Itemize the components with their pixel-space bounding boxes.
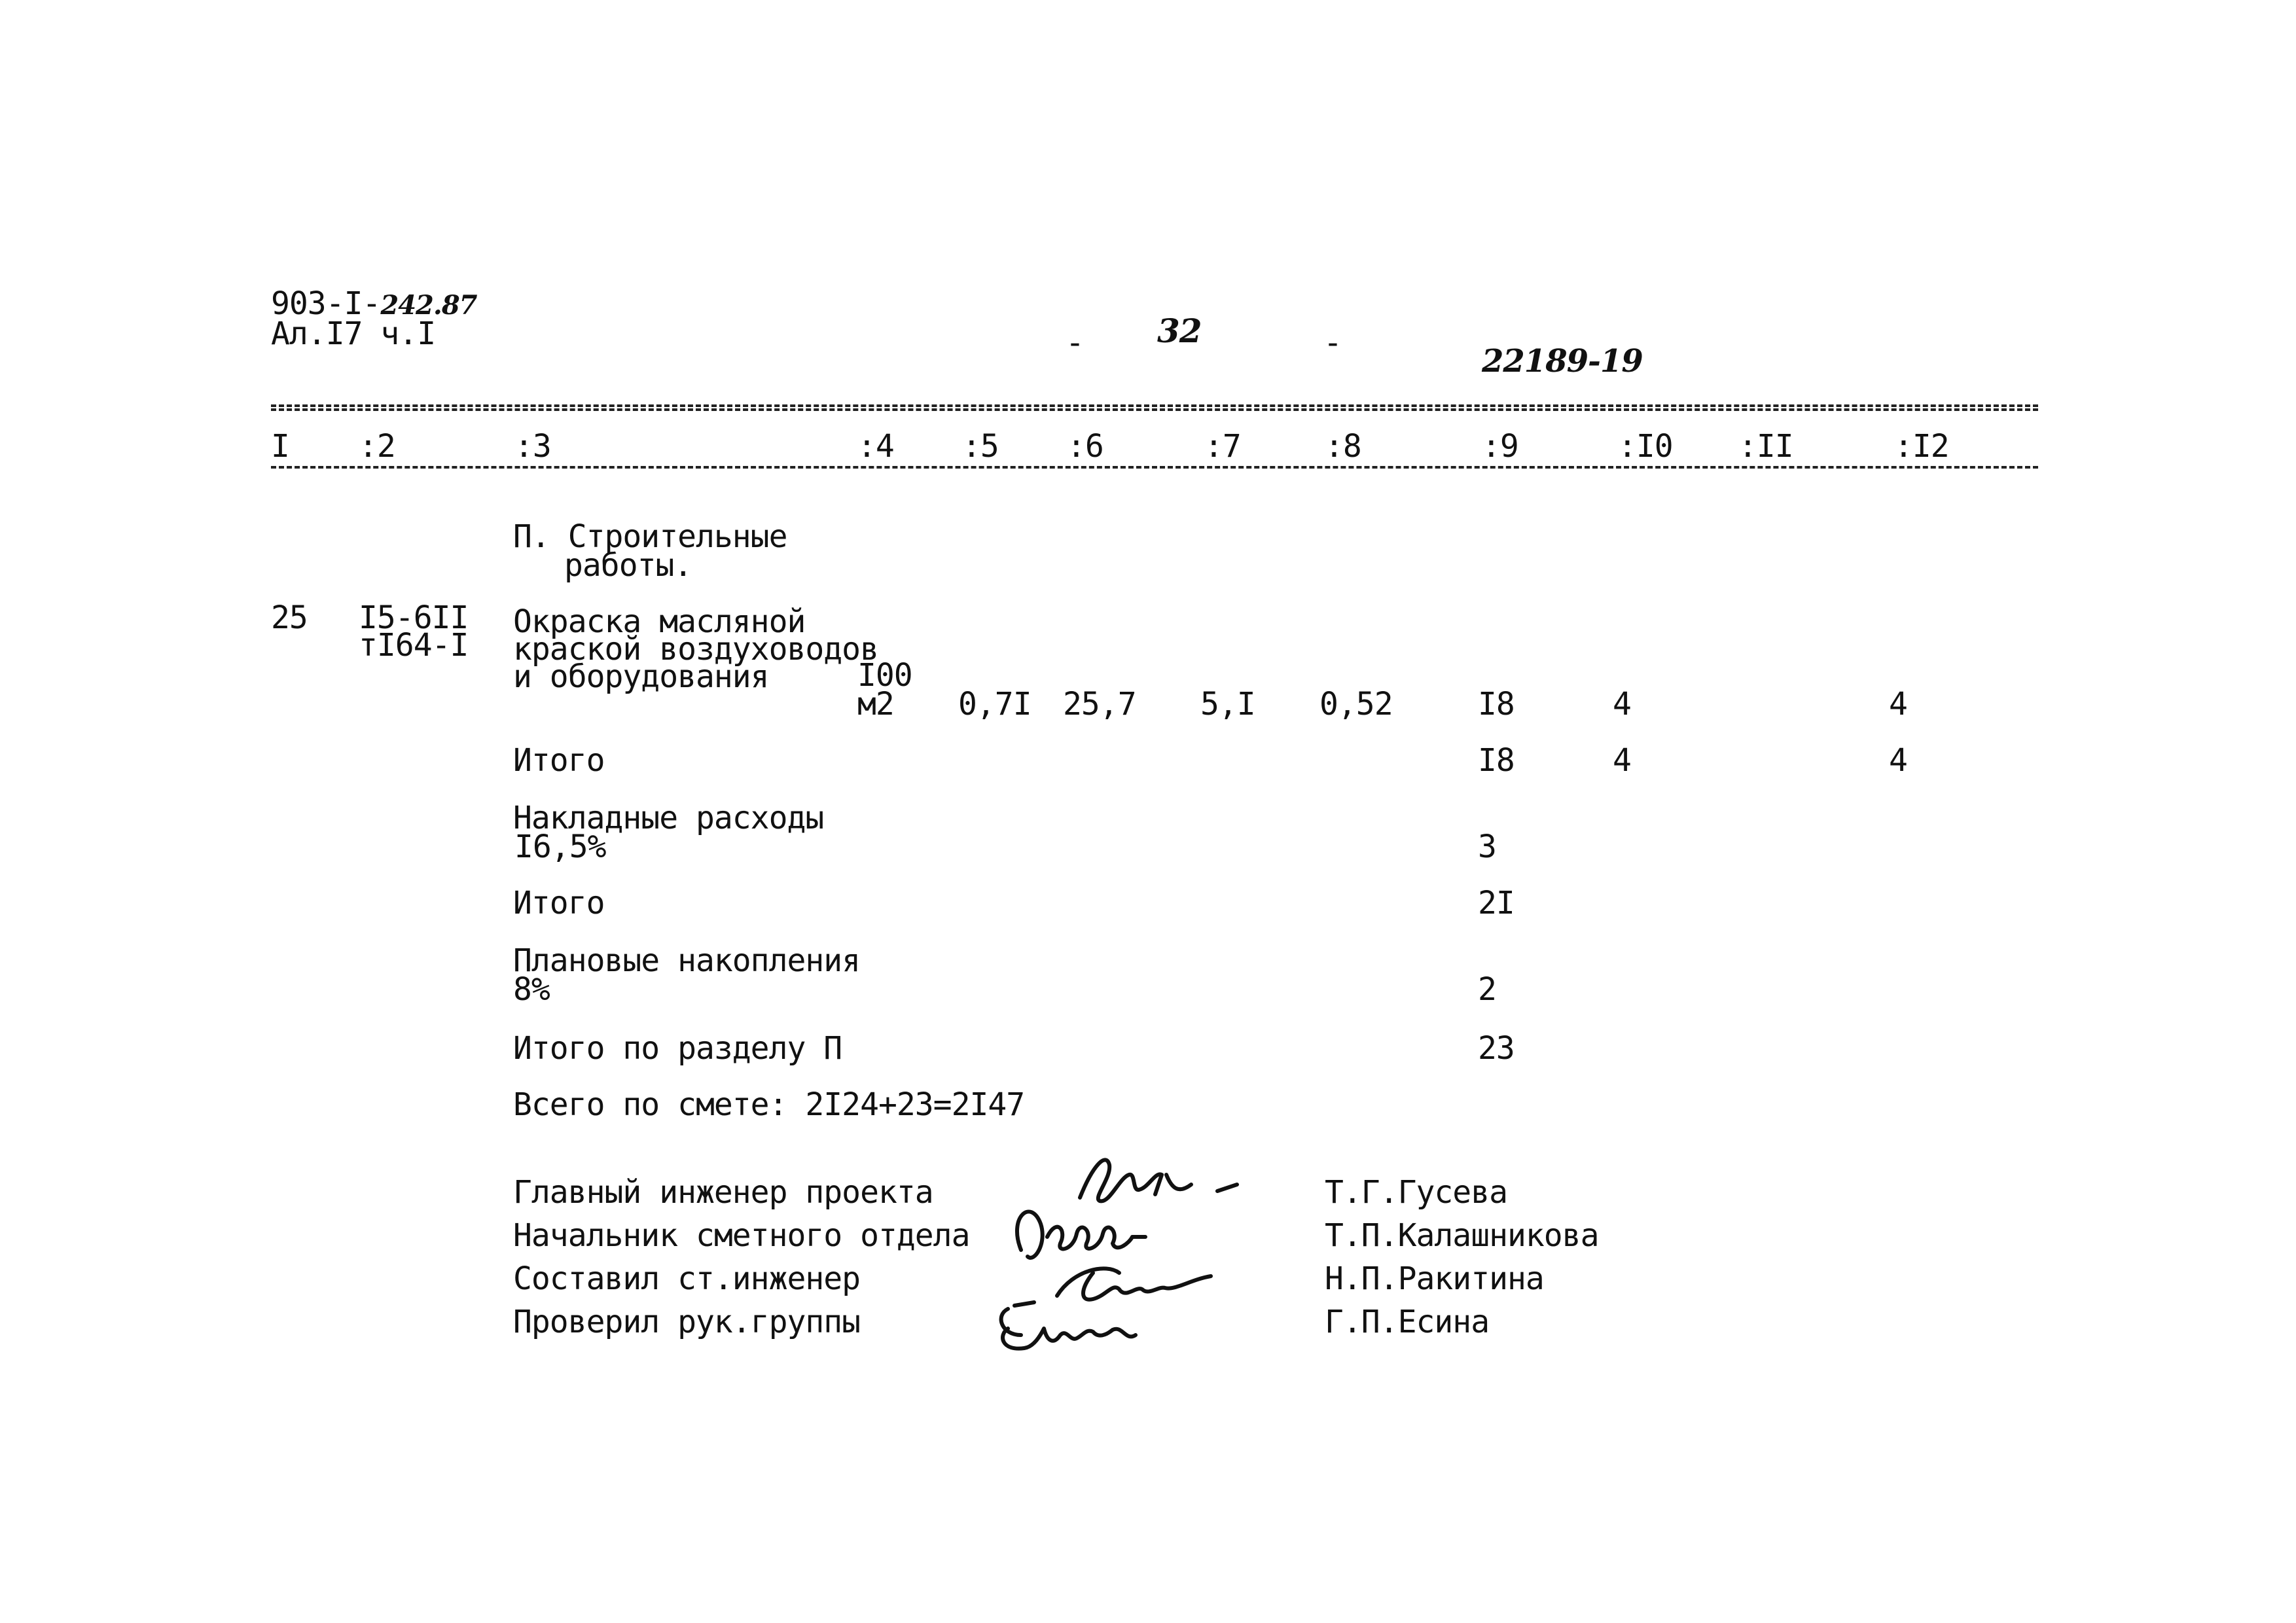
overhead-percent: I6,5% bbox=[514, 829, 606, 865]
section-total-label: Итого по разделу П bbox=[513, 1030, 842, 1067]
planned-savings-col9: 2 bbox=[1478, 971, 1496, 1008]
row-col10: 4 bbox=[1613, 686, 1631, 722]
row-code-line1: I5-6II bbox=[359, 599, 469, 636]
signatory-name: Г.П.Есина bbox=[1325, 1304, 1490, 1340]
planned-savings-label: Плановые накопления bbox=[513, 942, 861, 979]
doc-code: 903-I-242.87 bbox=[271, 285, 477, 322]
section-title-line1: П. Строительные bbox=[513, 518, 787, 555]
doc-number: 22189-19 bbox=[1482, 343, 1643, 380]
row-code-line2: тI64-I bbox=[359, 627, 469, 664]
page-dash-right: - bbox=[1323, 325, 1342, 361]
col-header-6: :6 bbox=[1067, 428, 1103, 465]
total-label: Итого bbox=[513, 742, 605, 779]
row-qty: 0,7I bbox=[958, 686, 1031, 722]
total-col9: 2I bbox=[1478, 885, 1515, 921]
col-header-10: :I0 bbox=[1618, 428, 1673, 465]
row-name-line2: краской воздуховодов bbox=[513, 631, 878, 668]
total-label: Итого bbox=[513, 885, 605, 921]
signatory-role: Составил ст.инженер bbox=[513, 1260, 861, 1297]
col-header-5: :5 bbox=[962, 428, 999, 465]
overhead-label: Накладные расходы bbox=[513, 800, 824, 836]
col-header-1: I bbox=[271, 428, 289, 465]
col-header-3: :3 bbox=[514, 428, 551, 465]
planned-savings-percent: 8% bbox=[513, 971, 550, 1008]
top-rule bbox=[271, 404, 2038, 407]
top-rule-2 bbox=[271, 408, 2038, 411]
signatory-role: Проверил рук.группы bbox=[513, 1304, 861, 1340]
col-header-11: :II bbox=[1738, 428, 1793, 465]
col-header-9: :9 bbox=[1482, 428, 1518, 465]
total-col10: 4 bbox=[1613, 742, 1631, 779]
row-unit-line2: м2 bbox=[857, 686, 894, 722]
row-col12: 4 bbox=[1889, 686, 1907, 722]
page-dash-left: - bbox=[1066, 325, 1084, 361]
total-col12: 4 bbox=[1889, 742, 1907, 779]
total-col9: I8 bbox=[1478, 742, 1515, 779]
row-number: 25 bbox=[271, 599, 308, 636]
overhead-col9: 3 bbox=[1478, 829, 1496, 865]
col-header-4: :4 bbox=[857, 428, 894, 465]
header-rule bbox=[271, 466, 2038, 469]
page-number: 32 bbox=[1157, 312, 1202, 350]
signatory-name: Н.П.Ракитина bbox=[1325, 1260, 1544, 1297]
row-col6: 25,7 bbox=[1063, 686, 1136, 722]
row-col8: 0,52 bbox=[1319, 686, 1393, 722]
row-col7: 5,I bbox=[1200, 686, 1255, 722]
row-name-line3: и оборудования bbox=[513, 658, 769, 695]
signatory-name: Т.Г.Гусева bbox=[1325, 1174, 1507, 1211]
row-col9: I8 bbox=[1478, 686, 1515, 722]
col-header-12: :I2 bbox=[1894, 428, 1949, 465]
section-title-line2: работы. bbox=[564, 547, 692, 584]
signatory-name: Т.П.Калашникова bbox=[1325, 1217, 1599, 1254]
signatory-role: Начальник сметного отдела bbox=[513, 1217, 970, 1254]
row-unit-line1: I00 bbox=[857, 657, 912, 694]
signatory-role: Главный инженер проекта bbox=[513, 1174, 933, 1211]
col-header-7: :7 bbox=[1204, 428, 1241, 465]
section-total-col9: 23 bbox=[1478, 1030, 1515, 1067]
album-label: Ал.I7 ч.I bbox=[271, 315, 436, 352]
grand-total: Всего по смете: 2I24+23=2I47 bbox=[513, 1086, 1025, 1123]
handwritten-code: 242.87 bbox=[380, 290, 477, 321]
col-header-2: :2 bbox=[359, 428, 395, 465]
col-header-8: :8 bbox=[1325, 428, 1361, 465]
row-name-line1: Окраска масляной bbox=[513, 603, 806, 640]
handwritten-signatures bbox=[995, 1139, 1270, 1361]
